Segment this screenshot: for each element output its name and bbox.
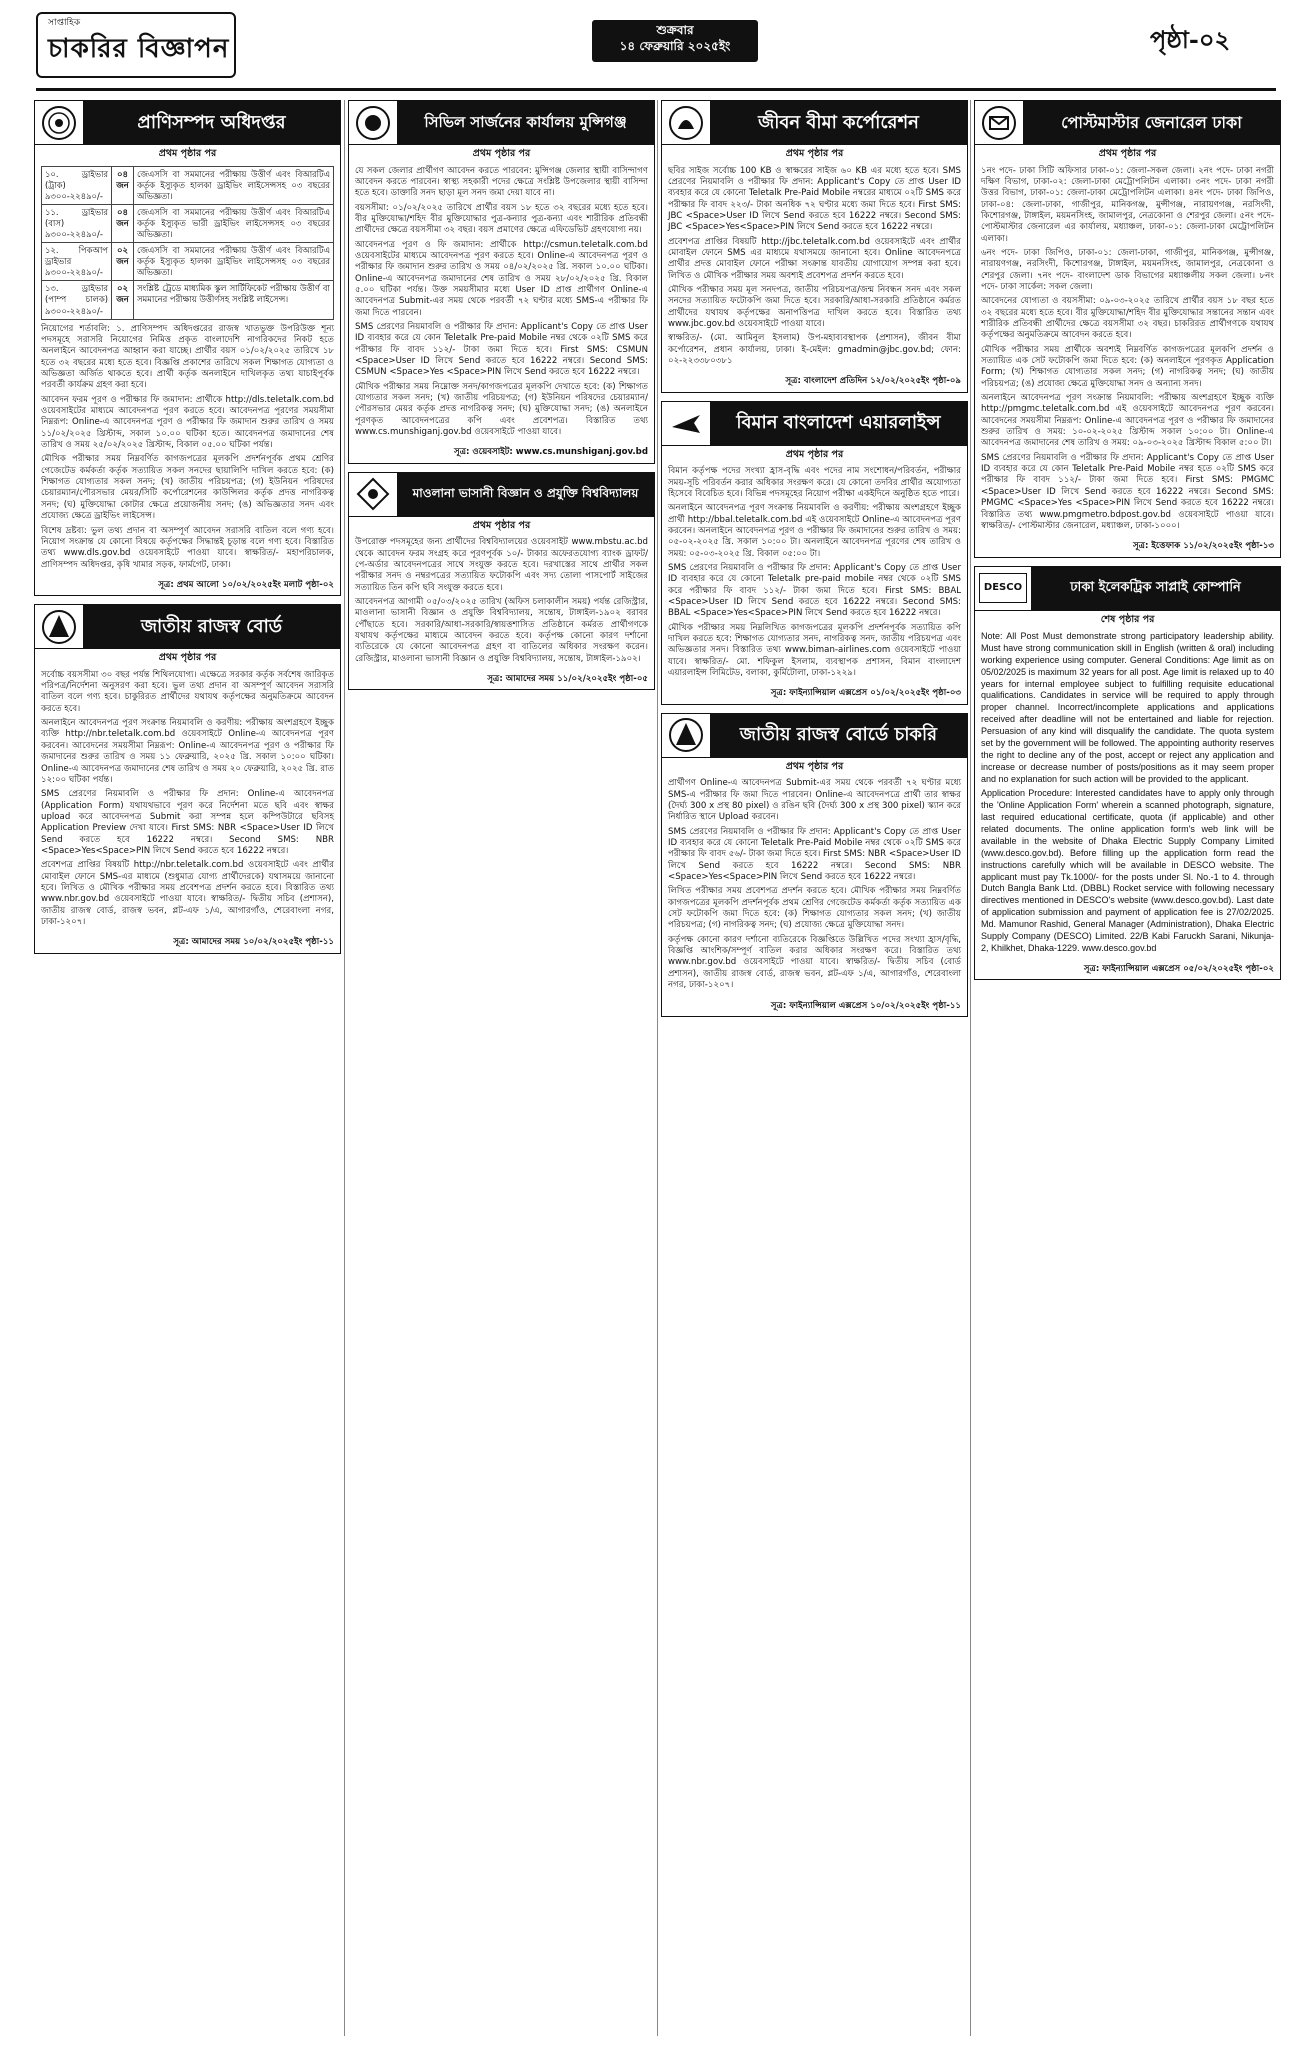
paragraph: নিয়োগের শর্তাবলি: ১. প্রাণিসম্পদ অধিদপ্তরের রাজস্ব খাতভুক্ত উপরিউক্ত শূন্য পদসমূহে সরাসরি নিয়োগের নিমিত্ত প্রকৃত বাংলাদেশি নাগরিকদের নিকট হতে অনলাইনে আবেদনপত্র আহ্বান করা যাচ্ছে। প্রার্থীর বয়স ০১/০২/২০২৫ তারিখে ১৮ হতে ৩২ বছরের মধ্যে হতে হবে। বিজ্ঞপ্তি প্রকাশের তারিখে সকল শিক্ষাগত যোগ্যতা ও অভিজ্ঞতা অর্জিত থাকতে হবে। প্রার্থী কর্তৃক অনলাইনে দাখিলকৃত তথ্য যাচাইপূর্বক পরবর্তী কার্যক্রম গ্রহণ করা হবে।: [41, 323, 334, 391]
paragraph: Application Procedure: Interested candidates have to apply only through the 'Online Application Form' wherein a scanned photograph, signature, last required educational certificate, quota (if applicable) and other related documents. The online application form's web link will be available in the website of Dhaka Electric Supply Company Limited (www.desco.gov.bd). Before filling up the application form read the instructions carefully which will be available in DESCO website. The applicant must pay Tk.1000/- for the posts under Sl. No.-1 to 4. through Dutch Bangla Bank Ltd. (DBBL) Rocket service with following necessary directives mentioned in DESCO's website (www.desco.gov.bd). Last date of application submission and payment of application fee is 27/02/2025. Md. Mamunor Rashid, General Manager (Administration), Dhaka Electric Supply Company (DESCO) Limited. 22/B Kabi Faruckh Sarani, Nikunja-2, Khilkhet, Dhaka-1229. www.desco.gov.bd: [981, 788, 1274, 953]
page-number: পৃষ্ঠা-০২: [1150, 25, 1231, 54]
notice-biman: [661, 401, 968, 705]
paragraph: অনলাইনে আবেদনপত্র পূরণ সংক্রান্ত নিয়মাবলি ও করণীয়: পরীক্ষায় অংশগ্রহণে ইচ্ছুক প্রার্থী http://bbal.teletalk.com.bd এই ওয়েবসাইটে Online-এ আবেদনপত্র পূরণ করবেন। অনলাইনে আবেদনপত্র পূরণ ও পরীক্ষার ফি জমাদানের শুরুর তারিখ ও সময়: ০৫-০২-২০২৫ খ্রি. সকাল ১০:০০ টা। অনলাইনে আবেদনপত্র পূরণের শেষ তারিখ ও সময়: ০৫-০৩-২০২৫ খ্রি. বিকাল ০৫:০০ টা।: [668, 503, 961, 559]
post-requirement: জেএসসি বা সমমানের পরীক্ষায় উত্তীর্ণ এবং বিআরটিএ কর্তৃক ইস্যুকৃত হালকা ড্রাইভিং লাইসেন্সসহ ০৩ বছরের অভিজ্ঞতা।: [134, 243, 334, 281]
paragraph: আবেদনপত্র পূরণ ও ফি জমাদান: প্রার্থীকে http://csmun.teletalk.com.bd ওয়েবসাইটের মাধ্যমে আবেদনপত্র পূরণ করতে হবে। Online-এ আবেদনপত্র পূরণ ও পরীক্ষার ফি জমাদান শুরুর তারিখ ও সময় ০৪/০২/২০২৫ খ্রি. সকাল ১০.০০ ঘটিকা। Online-এ আবেদনপত্র জমাদানের শেষ তারিখ ও সময় ২৮/০২/২০২৫ খ্রি. বিকাল ৫.০০ ঘটিকা পর্যন্ত। উক্ত সময়সীমার মধ্যে User ID প্রাপ্ত প্রার্থীগণ Online-এ আবেদনপত্র Submit-এর সময় থেকে পরবর্তী ৭২ ঘণ্টার মধ্যে SMS-এ পরীক্ষার ফি জমা দিতে পারবেন।: [355, 239, 648, 318]
source-line: সূত্র: ইত্তেফাক ১১/০২/২০২৫ইং পৃষ্ঠা-১৩: [1132, 541, 1274, 552]
continued-label: প্রথম পৃষ্ঠার পর: [785, 148, 844, 159]
column-divider: [970, 100, 971, 2036]
notice-title: জাতীয় রাজস্ব বোর্ড: [83, 605, 340, 648]
brand-name: চাকরির বিজ্ঞাপন: [48, 34, 230, 64]
post-requirement: জেএসসি বা সমমানের পরীক্ষায় উত্তীর্ণ এবং বিআরটিএ কর্তৃক ইস্যুকৃত হালকা ড্রাইভিং লাইসেন্সসহ ০৩ বছরের অভিজ্ঞতা।: [134, 166, 334, 204]
notice-title: সিভিল সার্জনের কার্যালয় মুন্সিগঞ্জ: [397, 101, 654, 144]
continued-label: প্রথম পৃষ্ঠার পর: [158, 148, 217, 159]
paragraph: অনলাইনে আবেদনপত্র পূরণ সংক্রান্ত নিয়মাবলি: পরীক্ষায় অংশগ্রহণে ইচ্ছুক ব্যক্তি http://pmgmc.teletalk.com.bd এই ওয়েবসাইটে আবেদনপত্র পূরণ করবেন। আবেদনের সময়সীমা নিম্নরূপ: Online-এ আবেদনপত্র পূরণ ও পরীক্ষার ফি জমাদানের শুরুর তারিখ ও সময়: ১০-০২-২০২৫ খ্রিস্টাব্দ সকাল ১০:০০ টা। Online-এ আবেদনপত্র জমাদানের শেষ তারিখ ও সময়: ০৯-০৩-২০২৫ খ্রিস্টাব্দ বিকাল ৫:০০ টা।: [981, 393, 1274, 449]
notice-title-bar: [349, 473, 654, 517]
notice-body: [35, 164, 340, 578]
newspaper-brand: [36, 12, 236, 78]
continued-label: প্রথম পৃষ্ঠার পর: [472, 148, 531, 159]
post-name: ১০. ড্রাইভার (ট্রাক) ৯৩০০-২২৪৯০/-: [42, 166, 112, 204]
notice-mbstu: [348, 472, 655, 691]
continued-label: প্রথম পৃষ্ঠার পর: [472, 519, 531, 531]
paragraph: আবেদন ফরম পূরণ ও পরীক্ষার ফি জমাদান: প্রার্থীকে http://dls.teletalk.com.bd ওয়েবসাইটের মাধ্যমে আবেদনপত্র পূরণ করতে হবে। আবেদনপত্র পূরণের সময়সীমা নিম্নরূপ: Online-এ আবেদনপত্র পূরণ ও পরীক্ষার ফি জমাদান শুরুর তারিখ ও সময় ১১/০২/২০২৫ খ্রিস্টাব্দ, সকাল ১০.০০ ঘটিকা হতে। আবেদনপত্র জমাদানের শেষ তারিখ ও সময় ২৫/০২/২০২৫ খ্রিস্টাব্দ, বিকাল ০৫.০০ ঘটিকা পর্যন্ত।: [41, 394, 334, 451]
column-4: [974, 100, 1281, 2036]
paragraph: মৌখিক পরীক্ষার সময় মূল সনদপত্র, জাতীয় পরিচয়পত্র/জন্ম নিবন্ধন সনদ এবং সকল সনদের সত্যায়িত ফটোকপি জমা দিতে হবে। সরকারি/আধা-সরকারি প্রতিষ্ঠানে কর্মরত প্রার্থীদের যথাযথ কর্তৃপক্ষের অনাপত্তিপত্র দাখিল করতে হবে। বিস্তারিত তথ্য www.jbc.gov.bd ওয়েবসাইটে পাওয়া যাবে।: [668, 284, 961, 329]
source-line: সূত্র: প্রথম আলো ১০/০২/২০২৫ইং মলাট পৃষ্ঠা-০২: [158, 579, 334, 590]
continued-label: শেষ পৃষ্ঠার পর: [1100, 613, 1155, 625]
masthead: [0, 0, 1303, 96]
notice-civil-surgeon: [348, 100, 655, 464]
paragraph: Note: All Post Must demonstrate strong participatory leadership ability. Must have strong communication skill in English (written & oral) including working experience using computer. General Conditions: Age limit as on 05/02/2025 is maximum 32 years for all post. Age limit is relaxed up to 40 years for internal employee subject to fulfilling requisite educational qualifications. Candidates in service will be required to apply through proper channel. Incorrect/incomplete applications and applications received after deadline will not be entertained and liable for rejection. Persuasion of any kind will disqualify the candidate. The quota system set by the government will be followed. The appointing authority reserves the right to decline any of the post, accept or reject any application and increase or decrease number of posts/positions as it may seem proper and no explanation for such action will be provided to the applicant.: [981, 631, 1274, 784]
source-line: সূত্র: বাংলাদেশ প্রতিদিন ১২/০২/২০২৫ইং পৃষ্ঠা-০৯: [785, 376, 961, 387]
govt-seal-icon: [666, 715, 706, 755]
post-name: ১৩. ড্রাইভার (পাম্প চালক) ৯৩০০-২২৪৯০/-: [42, 281, 112, 319]
notice-nbr-job: [661, 713, 968, 1017]
paragraph: মৌখিক পরীক্ষার সময় নিম্নবর্ণিত কাগজপত্রের মূলকপি প্রদর্শনপূর্বক প্রথম শ্রেণির গেজেটেড কর্মকর্তা কর্তৃক সত্যায়িত সকল সনদের ছায়ালিপি দাখিল করতে হবে: (ক) শিক্ষাগত যোগ্যতার সকল সনদ; (খ) জাতীয় পরিচয়পত্র; (গ) ইউনিয়ন পরিষদের চেয়ারম্যান/পৌরসভার মেয়র/সিটি কর্পোরেশনের কাউন্সিলর কর্তৃক প্রদত্ত নাগরিকত্ব সনদ; (ঘ) মুক্তিযোদ্ধা কোটার ক্ষেত্রে প্রয়োজনীয় সনদ; (ঙ) অভিজ্ঞতার সনদ এবং প্রযোজ্য ক্ষেত্রে ড্রাইভিং লাইসেন্স।: [41, 454, 334, 522]
notice-body: [975, 629, 1280, 962]
table-row: [42, 166, 334, 204]
notice-title: ঢাকা ইলেকট্রিক সাপ্লাই কোম্পানি: [1031, 567, 1280, 610]
paragraph: প্রবেশপত্র প্রাপ্তির বিষয়টি http://jbc.teletalk.com.bd ওয়েবসাইটে এবং প্রার্থীর মোবাইল ফোনে SMS এর মাধ্যমে যথাসময়ে জানানো হবে। Online আবেদনপত্রে প্রার্থীর প্রদত্ত মোবাইল ফোনে পরীক্ষা সংক্রান্ত যাবতীয় যোগাযোগ সম্পন্ন করা হবে। লিখিত ও মৌখিক পরীক্ষার সময় অবশ্যই প্রবেশপত্র প্রদর্শন করতে হবে।: [668, 236, 961, 281]
notice-title-bar: [975, 567, 1280, 611]
govt-seal-icon: [39, 607, 79, 647]
issue-day: শুক্রবার: [656, 23, 694, 37]
column-3: [661, 100, 968, 2036]
source-line: সূত্র: আমাদের সময় ১০/০২/২০২৫ইং পৃষ্ঠা-১১: [173, 937, 334, 948]
source-line: সূত্র: ওয়েবসাইট: www.cs.munshiganj.gov.bd: [454, 447, 648, 458]
post-requirement: সংশ্লিষ্ট ট্রেডে মাধ্যমিক স্কুল সার্টিফিকেট পরীক্ষায় উত্তীর্ণ বা সমমানের পরীক্ষায় উত্তীর্ণসহ সংশ্লিষ্ট লাইসেন্স।: [134, 281, 334, 319]
paragraph: উপরোক্ত পদসমূহের জন্য প্রার্থীদের বিশ্ববিদ্যালয়ের ওয়েবসাইট www.mbstu.ac.bd থেকে আবেদন ফরম সংগ্রহ করে পূরণপূর্বক ১০/- টাকার অফেরতযোগ্য ব্যাংক ড্রাফট/পে-অর্ডার আবেদনপত্রের সাথে সংযুক্ত করতে হবে। দরখাস্তের সাথে প্রার্থীর সকল পরীক্ষার সনদ ও নম্বরপত্রের সত্যায়িত ফটোকপি এবং সদ্য তোলা পাসপোর্ট সাইজের সত্যায়িত তিন কপি ছবি সংযুক্ত করতে হবে।: [355, 537, 648, 593]
column-2: [348, 100, 655, 2036]
post-count: ০৪ জন: [112, 204, 134, 242]
notice-title: প্রাণিসম্পদ অধিদপ্তর: [83, 101, 340, 144]
notice-title-bar: [662, 402, 967, 446]
paragraph: অনলাইনে আবেদনপত্র পূরণ সংক্রান্ত নিয়মাবলি ও করণীয়: পরীক্ষায় অংশগ্রহণে ইচ্ছুক ব্যক্তি http://nbr.teletalk.com.bd ওয়েবসাইটে Online-এ আবেদনপত্র পূরণ করবেন। আবেদনের সময়সীমা নিম্নরূপ: Online-এ আবেদনপত্র পূরণ ও পরীক্ষার ফি জমাদানের শুরুর তারিখ ও সময় ১১ ফেব্রুয়ারি, ২০২৫ খ্রি. সকাল ১০:০০ ঘটিকা। Online-এ আবেদনপত্র জমাদানের শেষ তারিখ ও সময় ২০ ফেব্রুয়ারি, ২০২৫ খ্রি. রাত ১২:০০ ঘটিকা পর্যন্ত।: [41, 718, 334, 785]
post-requirement: জেএসসি বা সমমানের পরীক্ষায় উত্তীর্ণ এবং বিআরটিএ কর্তৃক ইস্যুকৃত ভারী ড্রাইভিং লাইসেন্সসহ ০৩ বছরের অভিজ্ঞতা।: [134, 204, 334, 242]
university-logo-icon: [353, 474, 393, 514]
notice-body: [975, 164, 1280, 540]
table-row: [42, 281, 334, 319]
continued-label: প্রথম পৃষ্ঠার পর: [158, 652, 217, 664]
paragraph: আবেদনপত্র আগামী ০৫/০৩/২০২৫ তারিখ (অফিস চলাকালীন সময়) পর্যন্ত রেজিস্ট্রার, মাওলানা ভাসানী বিজ্ঞান ও প্রযুক্তি বিশ্ববিদ্যালয়, সন্তোষ, টাঙ্গাইল-১৯০২ বরাবর পৌঁছাতে হবে। সরকারি/আধা-সরকারি/স্বায়ত্তশাসিত প্রতিষ্ঠানে কর্মরত প্রার্থীগণকে যথাযথ কর্তৃপক্ষের মাধ্যমে আবেদন করতে হবে। কর্তৃপক্ষ কোনো কারণ দর্শানো ব্যতিরেকে যে কোনো আবেদনপত্র গ্রহণ বা বাতিলের অধিকার সংরক্ষণ করেন। রেজিস্ট্রার, মাওলানা ভাসানী বিজ্ঞান ও প্রযুক্তি বিশ্ববিদ্যালয়, সন্তোষ, টাঙ্গাইল-১৯০২।: [355, 597, 648, 664]
notice-title-bar: [35, 605, 340, 649]
paragraph: SMS প্রেরণের নিয়মাবলি ও পরীক্ষার ফি প্রদান: Applicant's Copy তে প্রাপ্ত User ID ব্যবহার করে যে কোন Teletalk Pre-Paid Mobile নম্বর হতে ০২টি SMS করে পরীক্ষার ফি বাবদ ১১২/- টাকা জমা দিতে হবে। First SMS: PMGMC <Space>User ID লিখে Send করতে হবে 16222 নম্বরে। Second SMS: PMGMC <Space>Yes <Space>PIN লিখে Send করতে হবে 16222 নম্বরে। বিস্তারিত তথ্য www.pmgmetro.bdpost.gov.bd ওয়েবসাইটে পাওয়া যাবে। স্বাক্ষরিত/- পোস্টমাস্টার জেনারেল, মধ্যাঞ্চল, ঢাকা-১০০০।: [981, 452, 1274, 531]
paragraph: যে সকল জেলার প্রার্থীগণ আবেদন করতে পারবেন: মুন্সিগঞ্জ জেলার স্থায়ী বাসিন্দাগণ আবেদন করতে পারবেন। স্বাস্থ্য সহকারী পদের ক্ষেত্রে সংশ্লিষ্ট উপজেলার স্থায়ী বাসিন্দা হতে হবে। ডাক্তারি সনদ ছাড়া মূল সনদ জমা দেয়া যাবে না।: [355, 165, 648, 199]
notice-body: [35, 668, 340, 936]
post-name: ১২. পিকআপ ড্রাইভার ৯৩০০-২২৪৯০/-: [42, 243, 112, 281]
notice-title-bar: [662, 714, 967, 758]
paragraph: ১নং পদে- ঢাকা সিটি অফিসার ঢাকা-০১: জেলা-সকল জেলা। ২নং পদে- ঢাকা নগরী দক্ষিণ বিভাগ, ঢাকা-০২: জেলা-ঢাকা মেট্রোপলিটন এলাকা। ৩নং পদে- ঢাকা নগরী উত্তর বিভাগ, ঢাকা-০১: জেলা-ঢাকা মেট্রোপলিটন এলাকা। ৪নং পদে- ঢাকা জিপিও, ঢাকা-০৪: জেলা-ঢাকা, গাজীপুর, মানিকগঞ্জ, মুন্সীগঞ্জ, নারায়ণগঞ্জ, নরসিংদী, কিশোরগঞ্জ, টাঙ্গাইল, ময়মনসিংহ, জামালপুর, নেত্রকোনা ও শেরপুর জেলা। ৫নং পদে- পোস্টমাস্টার জেনারেল এর কার্যালয়, মধ্যাঞ্চল, ঢাকা-০১: জেলা-ঢাকা মেট্রোপলিটন এলাকা।: [981, 165, 1274, 244]
paragraph: ছবির সাইজ সর্বোচ্চ 100 KB ও স্বাক্ষরের সাইজ ৬০ KB এর মধ্যে হতে হবে। SMS প্রেরণের নিয়মাবলি ও পরীক্ষার ফি প্রদান: Applicant's Copy তে প্রাপ্ত User ID ব্যবহার করে যে কোনো Teletalk Pre-Paid Mobile নম্বরের মাধ্যমে ০২টি SMS করে পরীক্ষার ফি বাবদ ২২৩/- টাকা অনধিক ৭২ ঘণ্টার মধ্যে জমা দিতে হবে। First SMS: JBC <Space>User ID লিখে Send করতে হবে 16222 নম্বরে। Second SMS: JBC <Space>Yes<Space>PIN লিখে Send করতে হবে 16222 নম্বরে।: [668, 165, 961, 233]
paragraph: লিখিত পরীক্ষার সময় প্রবেশপত্র প্রদর্শন করতে হবে। মৌখিক পরীক্ষার সময় নিম্নবর্ণিত কাগজপত্রের মূলকপি প্রদর্শনপূর্বক প্রথম শ্রেণির গেজেটেড কর্মকর্তা কর্তৃক সত্যায়িত এক সেট ফটোকপি জমা দিতে হবে: (ক) শিক্ষাগত যোগ্যতার সকল সনদ; (খ) জাতীয় পরিচয়পত্র; (গ) নাগরিকত্ব সনদ; (ঘ) প্রযোজ্য ক্ষেত্রে মুক্তিযোদ্ধা সনদ।: [668, 886, 961, 931]
continued-label: প্রথম পৃষ্ঠার পর: [1098, 148, 1157, 159]
notice-title-bar: [35, 101, 340, 145]
notice-body: [349, 164, 654, 446]
post-name: ১১. ড্রাইভার (বাস) ৯৩০০-২২৪৯০/-: [42, 204, 112, 242]
column-divider: [657, 100, 658, 2036]
notice-title-bar: [975, 101, 1280, 145]
paragraph: মৌখিক পরীক্ষার সময় নিম্নোক্ত সনদ/কাগজপত্রের মূলকপি দেখাতে হবে: (ক) শিক্ষাগত যোগ্যতার সকল সনদ; (খ) জাতীয় পরিচয়পত্র; (গ) ইউনিয়ন পরিষদের চেয়ারম্যান/পৌরসভার মেয়র কর্তৃক প্রদত্ত নাগরিকত্ব সনদ; (ঘ) মুক্তিযোদ্ধা সনদ; (ঙ) অনলাইনে পূরণকৃত আবেদনপত্রের কপি এবং প্রবেশপত্র। বিস্তারিত তথ্য www.cs.munshiganj.gov.bd ওয়েবসাইটে পাওয়া যাবে।: [355, 381, 648, 438]
lamp-logo-icon: [666, 103, 706, 143]
date-box: [592, 20, 758, 62]
notice-title: পোস্টমাস্টার জেনারেল ঢাকা: [1023, 101, 1280, 144]
paragraph: মৌখিক পরীক্ষার সময় নিম্নলিখিত কাগজপত্রের মূলকপি প্রদর্শনপূর্বক সত্যায়িত কপি দাখিল করতে হবে: শিক্ষাগত যোগ্যতার সনদ, নাগরিকত্ব সনদ, জাতীয় পরিচয়পত্র এবং অভিজ্ঞতার সনদ। বিস্তারিত তথ্য www.biman-airlines.com ওয়েবসাইটে পাওয়া যাবে। স্বাক্ষরিত/- মো. শফিকুল ইসলাম, ব্যবস্থাপক প্রশাসন, বিমান বাংলাদেশ এয়ারলাইন্স লিমিটেড, বলাকা, কুর্মিটোলা, ঢাকা-১২২৯।: [668, 622, 961, 679]
post-count: ০২ জন: [112, 281, 134, 319]
notice-nbr: [34, 604, 341, 953]
notice-title: মাওলানা ভাসানী বিজ্ঞান ও প্রযুক্তি বিশ্ববিদ্যালয়: [397, 473, 654, 516]
source-line: সূত্র: আমাদের সময় ১১/০২/২০২৫ইং পৃষ্ঠা-০৫: [487, 674, 648, 685]
source-line: সূত্র: ফাইন্যান্সিয়াল এক্সপ্রেস ০১/০২/২০২৫ইং পৃষ্ঠা-০৩: [770, 688, 961, 699]
notice-jibon-bima: [661, 100, 968, 393]
paragraph: SMS প্রেরণের নিয়মাবলি ও পরীক্ষার ফি প্রদান: Applicant's Copy তে প্রাপ্ত User ID ব্যবহার করে যে কোন Teletalk Pre-paid Mobile নম্বর থেকে ০২টি SMS করে পরীক্ষার ফি বাবদ ১১২/- টাকা জমা দিতে হবে। First SMS: CSMUN <Space>User ID লিখে Send করতে হবে 16222 নম্বরে। Second SMS: CSMUN <Space>Yes <Space>PIN লিখে Send করতে হবে 16222 নম্বরে।: [355, 322, 648, 378]
notice-body: [662, 776, 967, 998]
column-divider: [344, 100, 345, 2036]
govt-seal-icon: [353, 103, 393, 143]
signature-block: স্বাক্ষরিত/- (মো. আমিনুল ইসলাম) উপ-মহাব্যবস্থাপক (প্রশাসন), জীবন বীমা কর্পোরেশন, প্রধান কার্যালয়, ঢাকা। ই-মেইল: gmadmin@jbc.gov.bd; ফোন: ০২-২২৩৩৮০৩৮১: [668, 333, 961, 367]
masthead-divider: [36, 88, 1276, 91]
notice-title: বিমান বাংলাদেশ এয়ারলাইন্স: [710, 402, 967, 445]
notice-title-bar: [662, 101, 967, 145]
table-row: [42, 204, 334, 242]
notice-postmaster: [974, 100, 1281, 558]
notice-livestock: [34, 100, 341, 596]
postal-logo-icon: [979, 103, 1019, 143]
source-line: সূত্র: ফাইন্যান্সিয়াল এক্সপ্রেস ১০/০২/২০২৫ইং পৃষ্ঠা-১১: [770, 1000, 961, 1011]
continued-label: প্রথম পৃষ্ঠার পর: [785, 760, 844, 772]
posts-table: [41, 166, 334, 320]
govt-seal-icon: [39, 103, 79, 143]
notice-title-bar: [349, 101, 654, 145]
airline-logo-icon: [666, 403, 706, 443]
paragraph: প্রবেশপত্র প্রাপ্তির বিষয়টি http://nbr.teletalk.com.bd ওয়েবসাইটে এবং প্রার্থীর মোবাইল ফোনে SMS-এর মাধ্যমে (শুধুমাত্র যোগ্য প্রার্থীদেরকে) যথাসময়ে জানানো হবে। লিখিত ও মৌখিক পরীক্ষার সময় প্রবেশপত্র প্রদর্শন করতে হবে। বিস্তারিত তথ্য www.nbr.gov.bd ওয়েবসাইটে পাওয়া যাবে। স্বাক্ষরিত/- দ্বিতীয় সচিব (প্রশাসন), জাতীয় রাজস্ব বোর্ড, রাজস্ব ভবন, প্লট-এফ ১/এ, আগারগাঁও, শেরেবাংলা নগর, ঢাকা-১২০৭।: [41, 860, 334, 927]
column-1: [34, 100, 341, 2036]
paragraph: মৌখিক পরীক্ষার সময় প্রার্থীকে অবশ্যই নিম্নবর্ণিত কাগজপত্রের মূলকপি প্রদর্শন ও সত্যায়িত এক সেট ফটোকপি জমা দিতে হবে: (ক) অনলাইনে পূরণকৃত Application Form; (খ) শিক্ষাগত যোগ্যতার সকল সনদ; (গ) নাগরিকত্ব সনদ; (ঘ) জাতীয় পরিচয়পত্র; (ঙ) প্রযোজ্য ক্ষেত্রে মুক্তিযোদ্ধা সনদ ও অন্যান্য সনদ।: [981, 344, 1274, 389]
notice-desco: [974, 566, 1281, 981]
paragraph: কর্তৃপক্ষ কোনো কারণ দর্শানো ব্যতিরেকে বিজ্ঞপ্তিতে উল্লিখিত পদের সংখ্যা হ্রাস/বৃদ্ধি, বিজ্ঞপ্তি আংশিক/সম্পূর্ণ বাতিল করার অধিকার সংরক্ষণ করে। বিস্তারিত তথ্য www.nbr.gov.bd ওয়েবসাইটে পাওয়া যাবে। স্বাক্ষরিত/- দ্বিতীয় সচিব (বোর্ড প্রশাসন), জাতীয় রাজস্ব বোর্ড, রাজস্ব ভবন, প্লট-এফ ১/এ, আগারগাঁও, শেরেবাংলা নগর, ঢাকা-১২০৭।: [668, 934, 961, 991]
continued-label: প্রথম পৃষ্ঠার পর: [785, 448, 844, 460]
brand-tag: সাপ্তাহিক: [48, 18, 81, 28]
post-count: ০৪ জন: [112, 166, 134, 204]
notice-title: জাতীয় রাজস্ব বোর্ডে চাকরি: [710, 714, 967, 757]
notice-body: [662, 464, 967, 686]
paragraph: বিমান কর্তৃপক্ষ পদের সংখ্যা হ্রাস-বৃদ্ধি এবং পদের নাম সংশোধন/পরিবর্তন, পরীক্ষার সময়-সূচি পরিবর্তন করার অধিকার সংরক্ষণ করে। যে কোনো তদবির প্রার্থীর অযোগ্যতা হিসেবে বিবেচিত হবে। বিভিন্ন পদসমূহের নিয়োগ পরীক্ষা একইদিনে অনুষ্ঠিত হতে পারে।: [668, 466, 961, 499]
paragraph: ৬নং পদে- ঢাকা জিপিও, ঢাকা-০১: জেলা-ঢাকা, গাজীপুর, মানিকগঞ্জ, মুন্সীগঞ্জ, নারায়ণগঞ্জ, নরসিংদী, কিশোরগঞ্জ, টাঙ্গাইল, ময়মনসিংহ, জামালপুর, নেত্রকোনা ও শেরপুর জেলা। ৭নং পদে- বাংলাদেশ ডাক বিভাগের মধ্যাঞ্চলীয় সকল জেলা। ৮নং পদে- ঢাকা সার্কেল: সকল জেলা।: [981, 247, 1274, 292]
post-count: ০২ জন: [112, 243, 134, 281]
issue-date: ১৪ ফেব্রুয়ারি ২০২৫ইং: [619, 38, 731, 53]
paragraph: বয়সসীমা: ০১/০২/২০২৫ তারিখে প্রার্থীর বয়স ১৮ হতে ৩২ বছরের মধ্যে হতে হবে। বীর মুক্তিযোদ্ধা/শহিদ বীর মুক্তিযোদ্ধার পুত্র-কন্যার পুত্র-কন্যা এবং শারীরিক প্রতিবন্ধী প্রার্থীদের ক্ষেত্রে বয়সসীমা ৩২ বছর। বয়স প্রমাণের ক্ষেত্রে এফিডেভিট গ্রহণযোগ্য নয়।: [355, 202, 648, 236]
paragraph: বিশেষ দ্রষ্টব্য: ভুল তথ্য প্রদান বা অসম্পূর্ণ আবেদন সরাসরি বাতিল বলে গণ্য হবে। নিয়োগ সংক্রান্ত যে কোনো বিষয়ে কর্তৃপক্ষের সিদ্ধান্তই চূড়ান্ত বলে গণ্য হবে। বিস্তারিত তথ্য www.dls.gov.bd ওয়েবসাইটে পাওয়া যাবে। স্বাক্ষরিত/- মহাপরিচালক, প্রাণিসম্পদ অধিদপ্তর, কৃষি খামার সড়ক, ফার্মগেট, ঢাকা।: [41, 525, 334, 570]
paragraph: আবেদনের যোগ্যতা ও বয়সসীমা: ০৯-০৩-২০২৫ তারিখে প্রার্থীর বয়স ১৮ বছর হতে ৩২ বছরের মধ্যে হতে হবে। বীর মুক্তিযোদ্ধা/শহিদ বীর মুক্তিযোদ্ধার সন্তানের সন্তান এবং শারীরিক প্রতিবন্ধী প্রার্থীদের ক্ষেত্রে বয়সসীমা ৩২ বছর। চাকরিরত প্রার্থীগণকে যথাযথ কর্তৃপক্ষের অনুমতিক্রমে আবেদন করতে হবে।: [981, 296, 1274, 341]
paragraph: SMS প্রেরণের নিয়মাবলি ও পরীক্ষার ফি প্রদান: Applicant's Copy তে প্রাপ্ত User ID ব্যবহার করে যে কোনো Teletalk pre-paid mobile নম্বর থেকে ০২টি SMS করে পরীক্ষার ফি বাবদ ১১২/- টাকা জমা দিতে হবে। First SMS: BBAL <Space>User ID লিখে Send করতে হবে 16222 নম্বরে। Second SMS: BBAL <Space>Yes<Space>PIN লিখে Send করতে হবে 16222 নম্বরে।: [668, 563, 961, 619]
paragraph: সর্বোচ্চ বয়সসীমা ৩০ বছর পর্যন্ত শিথিলযোগ্য। এক্ষেত্রে সরকার কর্তৃক সর্বশেষ জারিকৃত পরিপত্র/নির্দেশনা অনুসরণ করা হবে। ভুল তথ্য প্রদান বা অসম্পূর্ণ আবেদন সরাসরি বাতিল বলে গণ্য হবে। চাকুরিরত প্রার্থীদের যথাযথ কর্তৃপক্ষের অনুমতিক্রমে আবেদন করতে হবে।: [41, 669, 334, 714]
notice-title: জীবন বীমা কর্পোরেশন: [710, 101, 967, 144]
source-line: সূত্র: ফাইন্যান্সিয়াল এক্সপ্রেস ০৫/০২/২০২৫ইং পৃষ্ঠা-০২: [1083, 963, 1274, 974]
desco-logo: DESCO: [979, 573, 1027, 603]
notice-body: [662, 164, 967, 375]
notice-body: [349, 535, 654, 672]
paragraph: প্রার্থীগণ Online-এ আবেদনপত্র Submit-এর সময় থেকে পরবর্তী ৭২ ঘণ্টার মধ্যে SMS-এ পরীক্ষার ফি জমা দিতে পারবেন। Online-এ আবেদনপত্রে প্রার্থী তার স্বাক্ষর (দৈর্ঘ্য 300 x প্রস্থ 80 pixel) ও রঙিন ছবি (দৈর্ঘ্য 300 x প্রস্থ 300 pixel) স্ক্যান করে নির্ধারিত স্থানে Upload করবেন।: [668, 778, 961, 823]
table-row: [42, 243, 334, 281]
paragraph: SMS প্রেরণের নিয়মাবলি ও পরীক্ষার ফি প্রদান: Online-এ আবেদনপত্র (Application Form) যথাযথভাবে পূরণ করে নির্দেশনা মতে ছবি এবং স্বাক্ষর upload করে আবেদনপত্র Submit করা সম্পন্ন হলে কম্পিউটারে ছবিসহ Application Preview দেখা যাবে। First SMS: NBR <Space>User ID লিখে Send করতে হবে 16222 নম্বরে। Second SMS: NBR <Space>Yes<Space>PIN লিখে Send করতে হবে 16222 নম্বরে।: [41, 789, 334, 856]
paragraph: SMS প্রেরণের নিয়মাবলি ও পরীক্ষার ফি প্রদান: Applicant's Copy তে প্রাপ্ত User ID ব্যবহার করে যে কোনো Teletalk Pre-Paid Mobile নম্বর থেকে ০২টি SMS করে পরীক্ষার ফি বাবদ ৫৬/- টাকা জমা দিতে হবে। First SMS: NBR <Space>User ID লিখে Send করতে হবে 16222 নম্বরে। Second SMS: NBR <Space>Yes<Space>PIN লিখে Send করতে হবে 16222 নম্বরে।: [668, 826, 961, 883]
